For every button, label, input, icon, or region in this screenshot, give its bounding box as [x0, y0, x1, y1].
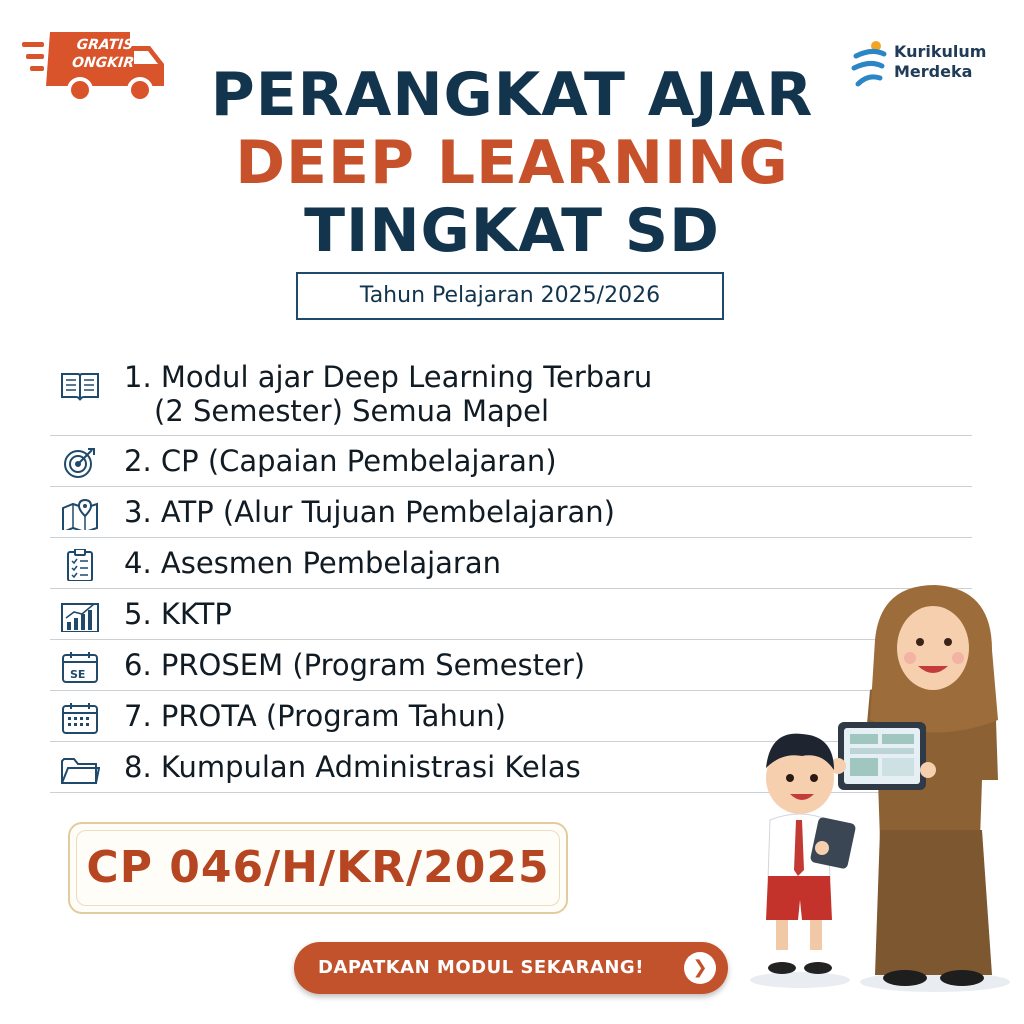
- logo-line-2: Merdeka: [894, 62, 973, 81]
- teacher-student-illustration: [730, 580, 1020, 1010]
- bar-chart-icon: [60, 600, 100, 632]
- item-label: 4. Asesmen Pembelajaran: [124, 546, 501, 580]
- item-label: 7. PROTA (Program Tahun): [124, 699, 506, 733]
- clipboard-checklist-icon: [60, 549, 100, 581]
- item-label: 8. Kumpulan Administrasi Kelas: [124, 750, 581, 784]
- get-module-button[interactable]: [294, 942, 728, 994]
- product-code: CP 046/H/KR/2025: [86, 842, 550, 893]
- list-item: [50, 487, 972, 538]
- title-line-1: PERANGKAT AJAR: [210, 60, 814, 130]
- calendar-se-icon: [60, 651, 100, 683]
- chevron-right-icon: ❯: [684, 952, 716, 984]
- item-label: 2. CP (Capaian Pembelajaran): [124, 444, 557, 478]
- item-label: 5. KKTP: [124, 597, 232, 631]
- item-label: 6. PROSEM (Program Semester): [124, 648, 586, 682]
- code-box: [68, 822, 568, 914]
- svg-text:SE: SE: [70, 668, 86, 681]
- title-line-3: TINGKAT SD: [304, 196, 720, 266]
- badge-line-1: GRATIS: [75, 37, 135, 53]
- calendar-grid-icon: [60, 702, 100, 734]
- list-item: [50, 352, 972, 436]
- badge-line-2: ONGKIR: [71, 55, 135, 71]
- item-label: 3. ATP (Alur Tujuan Pembelajaran): [124, 495, 615, 529]
- item-sub-label: (2 Semester) Semua Mapel: [154, 394, 550, 428]
- school-year-box: Tahun Pelajaran 2025/2026: [296, 272, 724, 320]
- cta-label: DAPATKAN MODUL SEKARANG!: [318, 957, 644, 978]
- item-label: 1. Modul ajar Deep Learning Terbaru: [124, 360, 653, 394]
- folder-icon: [60, 753, 100, 785]
- target-icon: [60, 447, 100, 479]
- title-line-2: DEEP LEARNING: [235, 128, 789, 198]
- book-icon: [60, 370, 100, 402]
- list-item: [50, 436, 972, 487]
- map-pin-icon: [60, 498, 100, 530]
- logo-line-1: Kurikulum: [894, 42, 987, 61]
